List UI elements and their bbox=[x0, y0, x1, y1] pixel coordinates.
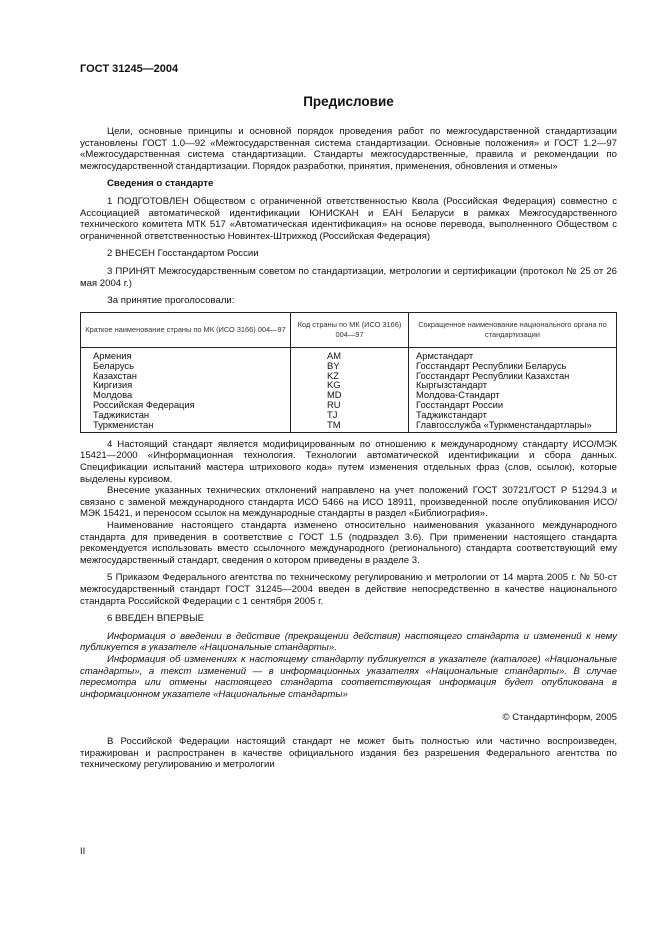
table-cell: Беларусь bbox=[93, 359, 135, 371]
document-code-header: ГОСТ 31245—2004 bbox=[80, 63, 179, 75]
table-cell: Таджикстандарт bbox=[416, 409, 487, 421]
table-cell: Армстандарт bbox=[416, 349, 474, 361]
table-cell: BY bbox=[327, 359, 340, 371]
intro-paragraph: Цели, основные принципы и основной порядок проведения работ по межгосударственной стандартизации установлены ГОСТ 1.0—92 «Межгосударственная система стандартизации. Основные положения» и ГОСТ 1.2—97 «Межгосударственная система стандартизации. Стандарты межгосударственные, правила и рекомендации по межгосударственной стандартизации. Порядок разработки, принятия, применения, обновления и отмены» bbox=[80, 126, 617, 172]
table-cell: Госстандарт России bbox=[416, 399, 504, 411]
item-6-paragraph: 6 ВВЕДЕН ВПЕРВЫЕ bbox=[107, 613, 205, 625]
table-cell: Казахстан bbox=[93, 369, 137, 381]
table-header-row bbox=[81, 313, 616, 348]
table-cell: Таджикистан bbox=[93, 409, 150, 421]
table-cell: KZ bbox=[327, 369, 339, 381]
table-cell: Молдова bbox=[93, 389, 133, 401]
table-cell: Молдова-Стандарт bbox=[416, 389, 500, 401]
item-3-paragraph: 3 ПРИНЯТ Межгосударственным советом по стандартизации, метрологии и сертификации (протокол № 25 от 26 мая 2004 г.) bbox=[80, 265, 617, 289]
table-cell: MD bbox=[327, 389, 342, 401]
table-header-code: Код страны по МК (ИСО 3166) 004—97 bbox=[291, 313, 409, 347]
table-column-body bbox=[409, 348, 616, 432]
info-heading: Сведения о стандарте bbox=[107, 178, 214, 190]
info-note-2: Информация об изменениях к настоящему стандарту публикуется в указателе (каталоге) «Национальные стандарты», а текст изменений — в информационных указателях «Национальные стандарты». В случае пересмотра или отмены настоящего стандарта соответствующая информация будет опубликована в информационном указателе «Национальные стандарты» bbox=[80, 653, 617, 700]
copyright-line: © Стандартинформ, 2005 bbox=[502, 712, 617, 724]
table-cell: AM bbox=[327, 349, 342, 361]
table-cell: KG bbox=[327, 379, 341, 391]
table-cell: Армения bbox=[93, 349, 132, 361]
table-cell: Главгосслужба «Туркменстандартлары» bbox=[416, 418, 592, 430]
item-5-paragraph: 5 Приказом Федерального агентства по техническому регулированию и метрологии от 14 марта 2005 г. № 50-ст межгосударственный стандарт ГОСТ 31245—2004 введен в действие непосредственно в качестве национального стандарта Российской Федерации с 1 сентября 2005 г. bbox=[80, 572, 617, 607]
voted-label: За принятие проголосовали: bbox=[107, 295, 235, 307]
table-cell: Госстандарт Республики Казахстан bbox=[416, 369, 570, 381]
table-cell: Туркменистан bbox=[93, 418, 154, 430]
table-cell: Российская Федерация bbox=[93, 399, 195, 411]
voting-table bbox=[80, 312, 617, 433]
item-4-name-paragraph: Наименование настоящего стандарта изменено относительно наименования указанного международного стандарта для приведения в соответствие с ГОСТ 1.5 (подраздел 3.6). При применении настоящего стандарта рекомендуется использовать вместо ссылочного международного (регионального) стандарта соответствующий ему межгосударственный стандарт, сведения о котором приведены в разделе 3. bbox=[80, 520, 617, 566]
table-cell: Госстандарт Республики Беларусь bbox=[416, 359, 567, 371]
table-column-code bbox=[291, 348, 409, 432]
info-note-1: Информация о введении в действие (прекращении действия) настоящего стандарта и изменений к нему публикуется в указателе «Национальные стандарты». bbox=[80, 630, 617, 654]
table-cell: TM bbox=[327, 418, 341, 430]
page-number: II bbox=[80, 846, 86, 857]
table-header-body: Сокращенное наименование национального органа по стандартизации bbox=[418, 320, 607, 339]
table-header-country: Краткое наименование страны по МК (ИСО 3166) 004—97 bbox=[81, 313, 291, 347]
document-body bbox=[80, 126, 617, 771]
item-1-paragraph: 1 ПОДГОТОВЛЕН Обществом с ограниченной ответственностью Квола (Российская Федерация) совместно с Ассоциацией автоматической идентификации ЮНИСКАН и ЕАН Беларуси в рамках Межгосударственного технического комитета МТК 517 «Автоматическая идентификация» на основе перевода, выполненного Обществом с ограниченной ответственностью Новинтех-Штрихкод (Российская Федерация) bbox=[80, 195, 617, 242]
table-column-country bbox=[81, 348, 291, 432]
table-cell: RU bbox=[327, 399, 341, 411]
item-2-paragraph: 2 ВНЕСЕН Госстандартом России bbox=[107, 248, 259, 260]
item-4-paragraph: 4 Настоящий стандарт является модифицированным по отношению к международному стандарту ИСО/МЭК 15421—2000 «Информационная технология. Технологии автоматической идентификации и сбора данных. Спецификации испытаний мастера штрихового кода» путем изменения отдельных фраз (слов, ссылок), которые выделены курсивом. bbox=[80, 438, 617, 485]
table-cell: TJ bbox=[327, 409, 338, 421]
table-body bbox=[81, 348, 616, 432]
item-4-deviations-paragraph: Внесение указанных технических отклонений направлено на учет положений ГОСТ 30721/ГОСТ Р 51294.3 и связано с заменой международного стандарта ИСО 5466 на ИСО 18911, произведенной после опубликования ИСО/МЭК 15421, и переносом ссылок на международные стандарты в раздел «Библиография». bbox=[80, 485, 617, 520]
legal-paragraph: В Российской Федерации настоящий стандарт не может быть полностью или частично воспроизведен, тиражирован и распространен в качестве официального издания без разрешения Федерального агентства по техническому регулированию и метрологии bbox=[80, 735, 617, 771]
table-cell: Киргизия bbox=[93, 379, 133, 391]
page-title: Предисловие bbox=[303, 94, 394, 109]
table-cell: Кыргызстандарт bbox=[416, 379, 488, 391]
